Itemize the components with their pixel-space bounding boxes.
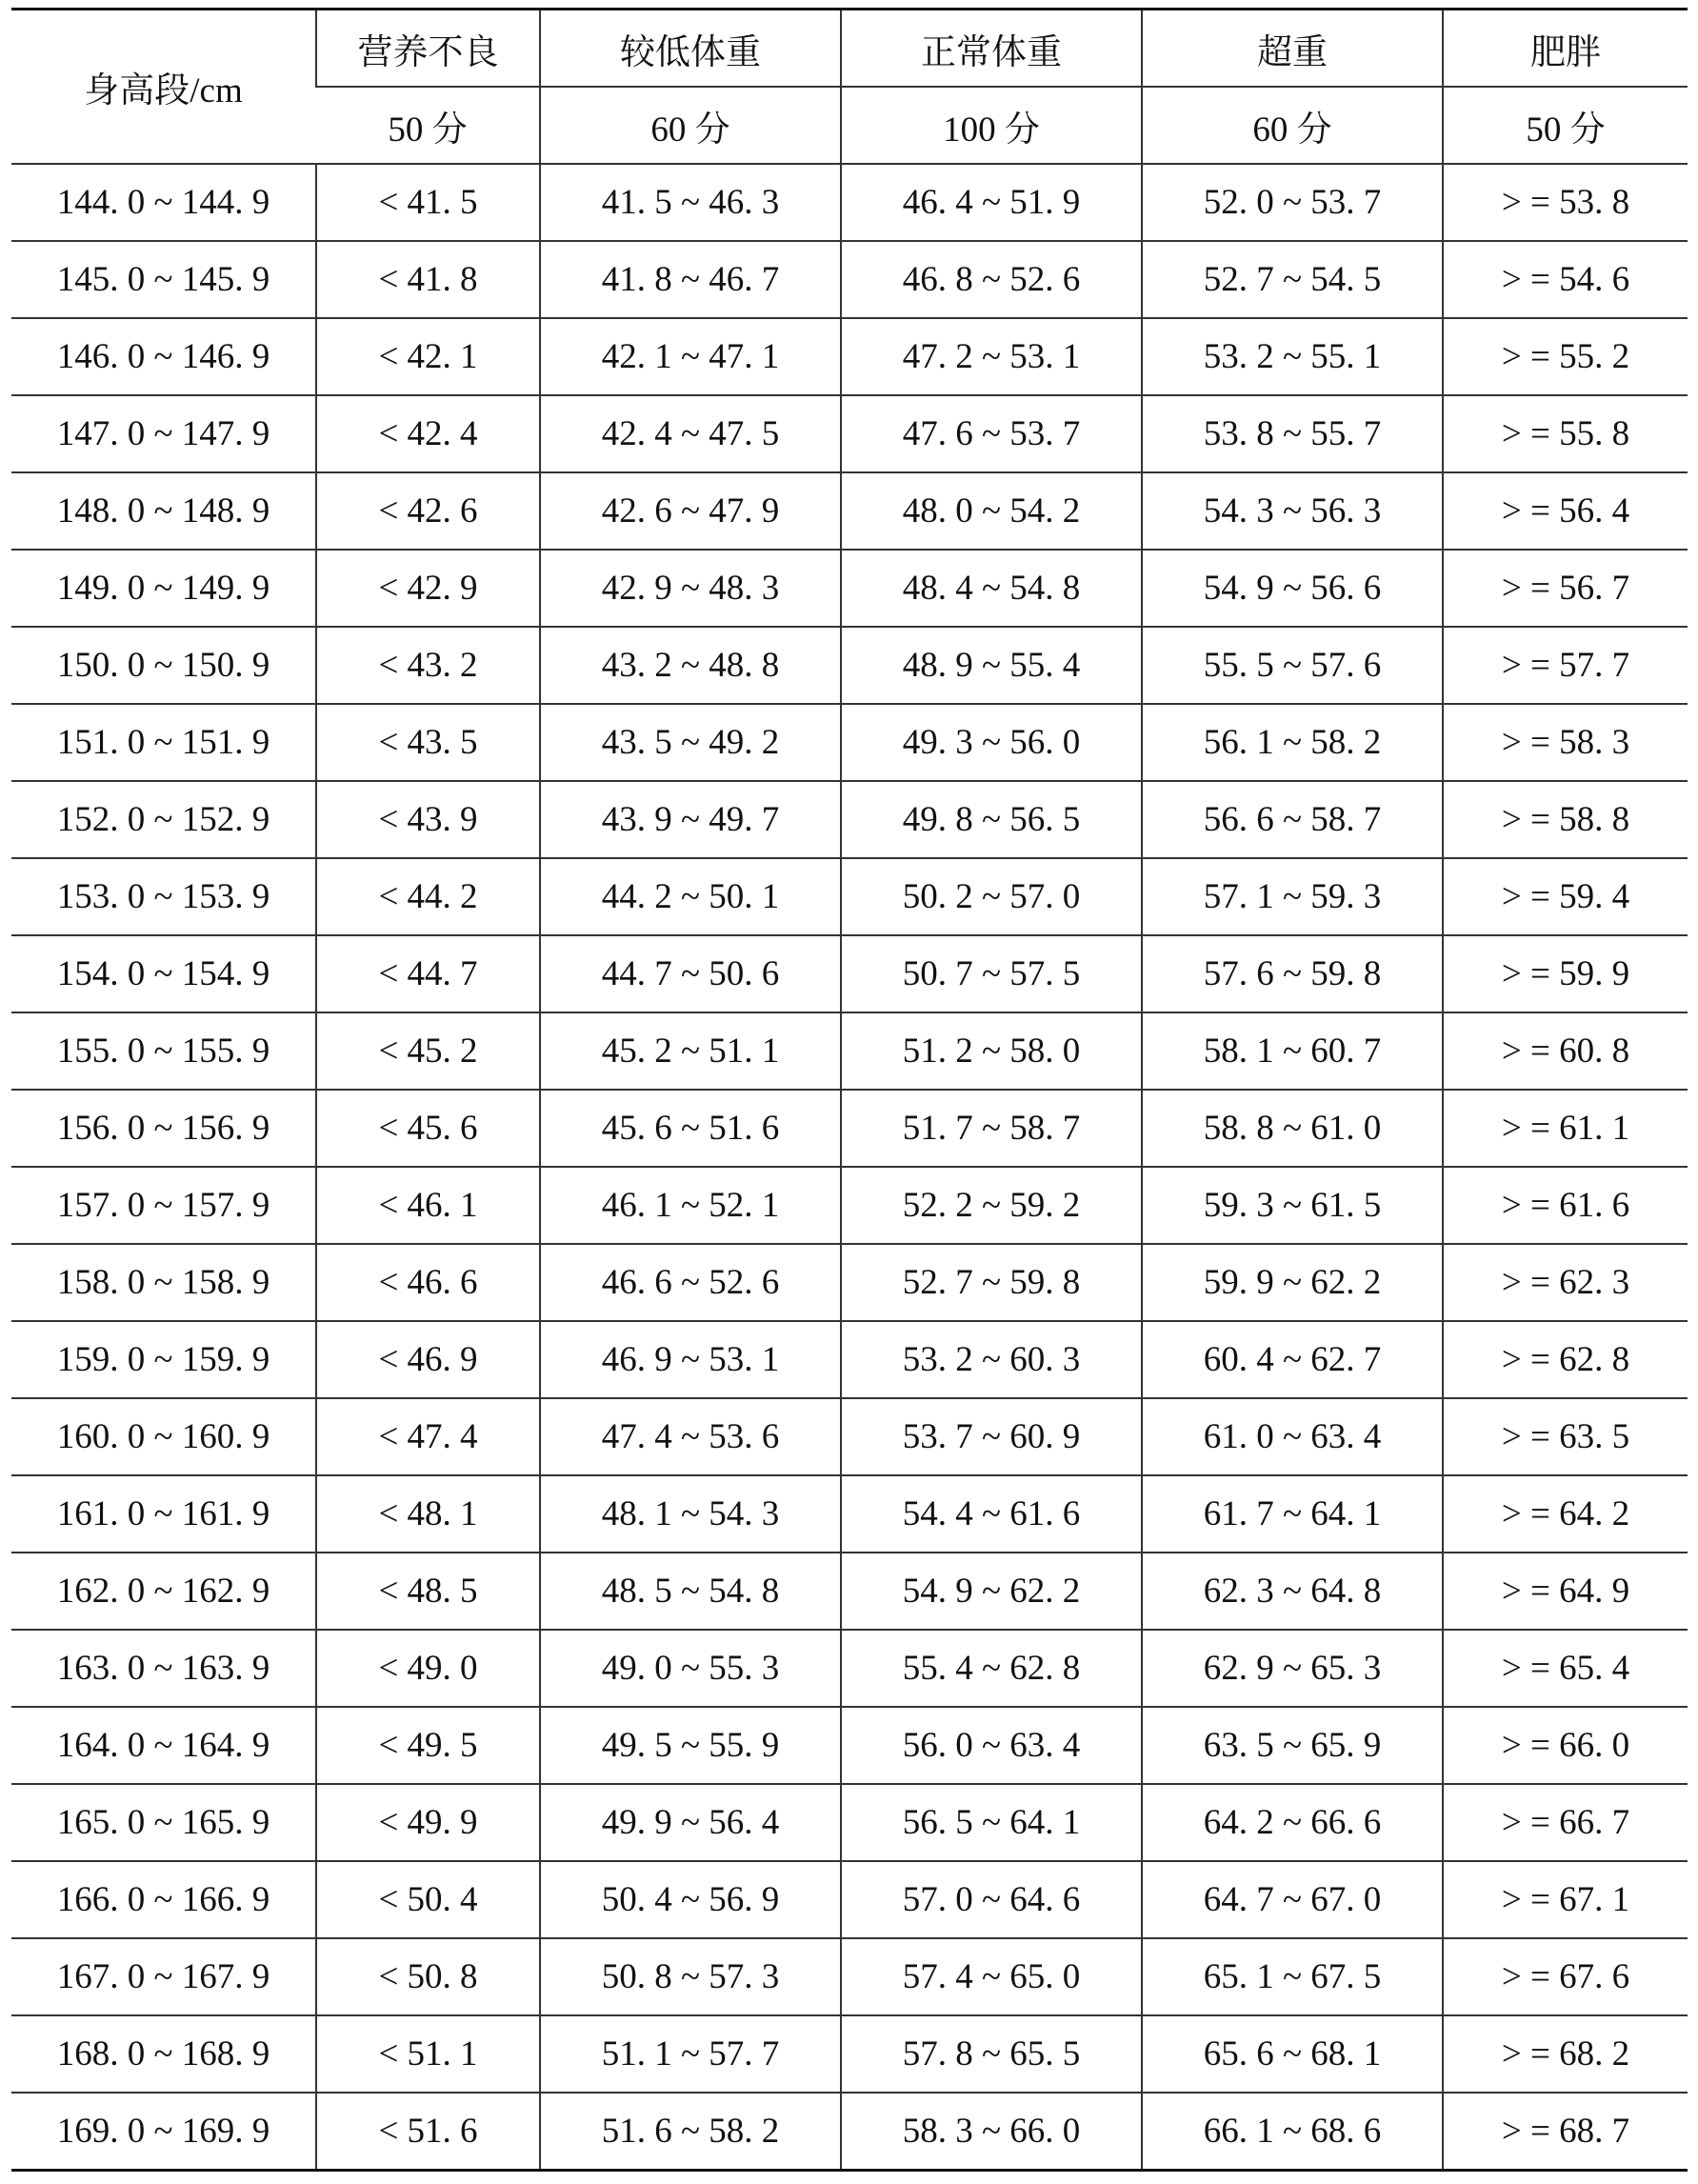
score-obese: 50 分 xyxy=(1443,87,1688,164)
low-weight-cell: 49. 0 ~ 55. 3 xyxy=(540,1630,841,1707)
height-range-cell: 151. 0 ~ 151. 9 xyxy=(11,704,316,781)
obese-cell: > = 67. 1 xyxy=(1443,1861,1688,1938)
malnutrition-cell: < 46. 6 xyxy=(316,1244,540,1321)
obese-cell: > = 59. 9 xyxy=(1443,935,1688,1012)
overweight-cell: 57. 1 ~ 59. 3 xyxy=(1142,858,1443,935)
normal-weight-cell: 52. 7 ~ 59. 8 xyxy=(841,1244,1142,1321)
table-row xyxy=(11,704,1688,781)
obese-cell: > = 54. 6 xyxy=(1443,241,1688,318)
malnutrition-cell: < 45. 6 xyxy=(316,1090,540,1167)
low-weight-cell: 49. 9 ~ 56. 4 xyxy=(540,1784,841,1861)
overweight-cell: 64. 7 ~ 67. 0 xyxy=(1142,1861,1443,1938)
normal-weight-cell: 47. 2 ~ 53. 1 xyxy=(841,318,1142,395)
low-weight-cell: 44. 2 ~ 50. 1 xyxy=(540,858,841,935)
obese-cell: > = 65. 4 xyxy=(1443,1630,1688,1707)
obese-cell: > = 55. 2 xyxy=(1443,318,1688,395)
normal-weight-cell: 51. 2 ~ 58. 0 xyxy=(841,1012,1142,1090)
table-row xyxy=(11,1244,1688,1321)
table-row xyxy=(11,2093,1688,2171)
obese-cell: > = 61. 1 xyxy=(1443,1090,1688,1167)
height-range-cell: 156. 0 ~ 156. 9 xyxy=(11,1090,316,1167)
table-row xyxy=(11,164,1688,241)
height-range-cell: 158. 0 ~ 158. 9 xyxy=(11,1244,316,1321)
table-body xyxy=(11,164,1688,2171)
malnutrition-cell: < 43. 2 xyxy=(316,627,540,704)
table-row xyxy=(11,1475,1688,1553)
obese-cell: > = 68. 7 xyxy=(1443,2093,1688,2171)
overweight-cell: 66. 1 ~ 68. 6 xyxy=(1142,2093,1443,2171)
height-range-cell: 159. 0 ~ 159. 9 xyxy=(11,1321,316,1398)
score-malnutrition: 50 分 xyxy=(316,87,540,164)
table-row xyxy=(11,241,1688,318)
normal-weight-cell: 48. 9 ~ 55. 4 xyxy=(841,627,1142,704)
normal-weight-cell: 49. 8 ~ 56. 5 xyxy=(841,781,1142,858)
height-range-cell: 155. 0 ~ 155. 9 xyxy=(11,1012,316,1090)
normal-weight-cell: 46. 8 ~ 52. 6 xyxy=(841,241,1142,318)
height-range-cell: 169. 0 ~ 169. 9 xyxy=(11,2093,316,2171)
low-weight-cell: 43. 5 ~ 49. 2 xyxy=(540,704,841,781)
header-overweight: 超重 xyxy=(1142,10,1443,88)
normal-weight-cell: 49. 3 ~ 56. 0 xyxy=(841,704,1142,781)
malnutrition-cell: < 49. 0 xyxy=(316,1630,540,1707)
height-range-cell: 147. 0 ~ 147. 9 xyxy=(11,395,316,472)
overweight-cell: 54. 3 ~ 56. 3 xyxy=(1142,472,1443,550)
low-weight-cell: 46. 1 ~ 52. 1 xyxy=(540,1167,841,1244)
height-range-cell: 152. 0 ~ 152. 9 xyxy=(11,781,316,858)
table-row xyxy=(11,550,1688,627)
malnutrition-cell: < 46. 1 xyxy=(316,1167,540,1244)
normal-weight-cell: 50. 7 ~ 57. 5 xyxy=(841,935,1142,1012)
malnutrition-cell: < 49. 9 xyxy=(316,1784,540,1861)
table-row xyxy=(11,1553,1688,1630)
height-range-cell: 153. 0 ~ 153. 9 xyxy=(11,858,316,935)
obese-cell: > = 62. 3 xyxy=(1443,1244,1688,1321)
normal-weight-cell: 50. 2 ~ 57. 0 xyxy=(841,858,1142,935)
obese-cell: > = 57. 7 xyxy=(1443,627,1688,704)
malnutrition-cell: < 44. 2 xyxy=(316,858,540,935)
obese-cell: > = 66. 7 xyxy=(1443,1784,1688,1861)
table-row xyxy=(11,1090,1688,1167)
height-range-cell: 148. 0 ~ 148. 9 xyxy=(11,472,316,550)
header-row-categories xyxy=(11,10,1688,88)
table-row xyxy=(11,1012,1688,1090)
normal-weight-cell: 56. 0 ~ 63. 4 xyxy=(841,1707,1142,1784)
height-range-cell: 162. 0 ~ 162. 9 xyxy=(11,1553,316,1630)
malnutrition-cell: < 41. 8 xyxy=(316,241,540,318)
height-range-cell: 161. 0 ~ 161. 9 xyxy=(11,1475,316,1553)
malnutrition-cell: < 41. 5 xyxy=(316,164,540,241)
overweight-cell: 55. 5 ~ 57. 6 xyxy=(1142,627,1443,704)
low-weight-cell: 44. 7 ~ 50. 6 xyxy=(540,935,841,1012)
low-weight-cell: 45. 2 ~ 51. 1 xyxy=(540,1012,841,1090)
score-overweight: 60 分 xyxy=(1142,87,1443,164)
obese-cell: > = 56. 4 xyxy=(1443,472,1688,550)
table-row xyxy=(11,1398,1688,1475)
normal-weight-cell: 51. 7 ~ 58. 7 xyxy=(841,1090,1142,1167)
low-weight-cell: 43. 9 ~ 49. 7 xyxy=(540,781,841,858)
table-row xyxy=(11,395,1688,472)
obese-cell: > = 59. 4 xyxy=(1443,858,1688,935)
normal-weight-cell: 58. 3 ~ 66. 0 xyxy=(841,2093,1142,2171)
obese-cell: > = 64. 9 xyxy=(1443,1553,1688,1630)
obese-cell: > = 56. 7 xyxy=(1443,550,1688,627)
overweight-cell: 53. 8 ~ 55. 7 xyxy=(1142,395,1443,472)
normal-weight-cell: 57. 0 ~ 64. 6 xyxy=(841,1861,1142,1938)
height-range-cell: 168. 0 ~ 168. 9 xyxy=(11,2015,316,2093)
low-weight-cell: 41. 8 ~ 46. 7 xyxy=(540,241,841,318)
overweight-cell: 53. 2 ~ 55. 1 xyxy=(1142,318,1443,395)
height-weight-score-table xyxy=(11,8,1688,2172)
height-range-cell: 166. 0 ~ 166. 9 xyxy=(11,1861,316,1938)
obese-cell: > = 55. 8 xyxy=(1443,395,1688,472)
low-weight-cell: 51. 6 ~ 58. 2 xyxy=(540,2093,841,2171)
obese-cell: > = 63. 5 xyxy=(1443,1398,1688,1475)
height-range-cell: 164. 0 ~ 164. 9 xyxy=(11,1707,316,1784)
low-weight-cell: 50. 8 ~ 57. 3 xyxy=(540,1938,841,2015)
low-weight-cell: 43. 2 ~ 48. 8 xyxy=(540,627,841,704)
malnutrition-cell: < 42. 6 xyxy=(316,472,540,550)
normal-weight-cell: 52. 2 ~ 59. 2 xyxy=(841,1167,1142,1244)
normal-weight-cell: 54. 4 ~ 61. 6 xyxy=(841,1475,1142,1553)
malnutrition-cell: < 50. 8 xyxy=(316,1938,540,2015)
malnutrition-cell: < 42. 9 xyxy=(316,550,540,627)
table-row xyxy=(11,1321,1688,1398)
score-low-weight: 60 分 xyxy=(540,87,841,164)
header-low-weight: 较低体重 xyxy=(540,10,841,88)
normal-weight-cell: 48. 0 ~ 54. 2 xyxy=(841,472,1142,550)
obese-cell: > = 58. 3 xyxy=(1443,704,1688,781)
low-weight-cell: 47. 4 ~ 53. 6 xyxy=(540,1398,841,1475)
score-normal-weight: 100 分 xyxy=(841,87,1142,164)
header-obese: 肥胖 xyxy=(1443,10,1688,88)
normal-weight-cell: 55. 4 ~ 62. 8 xyxy=(841,1630,1142,1707)
overweight-cell: 52. 0 ~ 53. 7 xyxy=(1142,164,1443,241)
height-range-cell: 150. 0 ~ 150. 9 xyxy=(11,627,316,704)
malnutrition-cell: < 42. 1 xyxy=(316,318,540,395)
obese-cell: > = 53. 8 xyxy=(1443,164,1688,241)
low-weight-cell: 50. 4 ~ 56. 9 xyxy=(540,1861,841,1938)
overweight-cell: 62. 3 ~ 64. 8 xyxy=(1142,1553,1443,1630)
normal-weight-cell: 53. 2 ~ 60. 3 xyxy=(841,1321,1142,1398)
weight-standard-table-sheet xyxy=(11,8,1688,2172)
normal-weight-cell: 54. 9 ~ 62. 2 xyxy=(841,1553,1142,1630)
overweight-cell: 64. 2 ~ 66. 6 xyxy=(1142,1784,1443,1861)
malnutrition-cell: < 43. 5 xyxy=(316,704,540,781)
overweight-cell: 58. 1 ~ 60. 7 xyxy=(1142,1012,1443,1090)
low-weight-cell: 48. 5 ~ 54. 8 xyxy=(540,1553,841,1630)
malnutrition-cell: < 51. 6 xyxy=(316,2093,540,2171)
overweight-cell: 56. 1 ~ 58. 2 xyxy=(1142,704,1443,781)
malnutrition-cell: < 48. 5 xyxy=(316,1553,540,1630)
low-weight-cell: 51. 1 ~ 57. 7 xyxy=(540,2015,841,2093)
overweight-cell: 59. 9 ~ 62. 2 xyxy=(1142,1244,1443,1321)
low-weight-cell: 46. 6 ~ 52. 6 xyxy=(540,1244,841,1321)
height-range-cell: 149. 0 ~ 149. 9 xyxy=(11,550,316,627)
table-row xyxy=(11,472,1688,550)
table-row xyxy=(11,1938,1688,2015)
malnutrition-cell: < 42. 4 xyxy=(316,395,540,472)
table-row xyxy=(11,1861,1688,1938)
table-row xyxy=(11,1707,1688,1784)
malnutrition-cell: < 43. 9 xyxy=(316,781,540,858)
height-range-cell: 160. 0 ~ 160. 9 xyxy=(11,1398,316,1475)
overweight-cell: 62. 9 ~ 65. 3 xyxy=(1142,1630,1443,1707)
low-weight-cell: 42. 9 ~ 48. 3 xyxy=(540,550,841,627)
table-row xyxy=(11,1167,1688,1244)
table-row xyxy=(11,318,1688,395)
height-range-cell: 163. 0 ~ 163. 9 xyxy=(11,1630,316,1707)
low-weight-cell: 42. 1 ~ 47. 1 xyxy=(540,318,841,395)
normal-weight-cell: 46. 4 ~ 51. 9 xyxy=(841,164,1142,241)
overweight-cell: 56. 6 ~ 58. 7 xyxy=(1142,781,1443,858)
low-weight-cell: 42. 4 ~ 47. 5 xyxy=(540,395,841,472)
table-header xyxy=(11,10,1688,165)
malnutrition-cell: < 47. 4 xyxy=(316,1398,540,1475)
normal-weight-cell: 47. 6 ~ 53. 7 xyxy=(841,395,1142,472)
low-weight-cell: 49. 5 ~ 55. 9 xyxy=(540,1707,841,1784)
obese-cell: > = 67. 6 xyxy=(1443,1938,1688,2015)
low-weight-cell: 42. 6 ~ 47. 9 xyxy=(540,472,841,550)
table-row xyxy=(11,781,1688,858)
height-range-cell: 165. 0 ~ 165. 9 xyxy=(11,1784,316,1861)
table-row xyxy=(11,858,1688,935)
normal-weight-cell: 57. 8 ~ 65. 5 xyxy=(841,2015,1142,2093)
table-row xyxy=(11,1630,1688,1707)
obese-cell: > = 66. 0 xyxy=(1443,1707,1688,1784)
low-weight-cell: 41. 5 ~ 46. 3 xyxy=(540,164,841,241)
header-malnutrition: 营养不良 xyxy=(316,10,540,88)
height-range-cell: 146. 0 ~ 146. 9 xyxy=(11,318,316,395)
malnutrition-cell: < 46. 9 xyxy=(316,1321,540,1398)
header-normal-weight: 正常体重 xyxy=(841,10,1142,88)
height-range-cell: 167. 0 ~ 167. 9 xyxy=(11,1938,316,2015)
height-range-cell: 157. 0 ~ 157. 9 xyxy=(11,1167,316,1244)
table-row xyxy=(11,1784,1688,1861)
height-range-cell: 144. 0 ~ 144. 9 xyxy=(11,164,316,241)
height-range-cell: 154. 0 ~ 154. 9 xyxy=(11,935,316,1012)
height-range-cell: 145. 0 ~ 145. 9 xyxy=(11,241,316,318)
obese-cell: > = 62. 8 xyxy=(1443,1321,1688,1398)
normal-weight-cell: 56. 5 ~ 64. 1 xyxy=(841,1784,1142,1861)
overweight-cell: 57. 6 ~ 59. 8 xyxy=(1142,935,1443,1012)
table-row xyxy=(11,2015,1688,2093)
table-row xyxy=(11,935,1688,1012)
normal-weight-cell: 53. 7 ~ 60. 9 xyxy=(841,1398,1142,1475)
malnutrition-cell: < 45. 2 xyxy=(316,1012,540,1090)
overweight-cell: 60. 4 ~ 62. 7 xyxy=(1142,1321,1443,1398)
malnutrition-cell: < 44. 7 xyxy=(316,935,540,1012)
height-range-header: 身高段/cm xyxy=(11,10,316,165)
obese-cell: > = 61. 6 xyxy=(1443,1167,1688,1244)
overweight-cell: 61. 0 ~ 63. 4 xyxy=(1142,1398,1443,1475)
malnutrition-cell: < 51. 1 xyxy=(316,2015,540,2093)
obese-cell: > = 64. 2 xyxy=(1443,1475,1688,1553)
overweight-cell: 65. 6 ~ 68. 1 xyxy=(1142,2015,1443,2093)
table-row xyxy=(11,627,1688,704)
overweight-cell: 54. 9 ~ 56. 6 xyxy=(1142,550,1443,627)
low-weight-cell: 45. 6 ~ 51. 6 xyxy=(540,1090,841,1167)
normal-weight-cell: 57. 4 ~ 65. 0 xyxy=(841,1938,1142,2015)
malnutrition-cell: < 48. 1 xyxy=(316,1475,540,1553)
normal-weight-cell: 48. 4 ~ 54. 8 xyxy=(841,550,1142,627)
low-weight-cell: 46. 9 ~ 53. 1 xyxy=(540,1321,841,1398)
malnutrition-cell: < 50. 4 xyxy=(316,1861,540,1938)
low-weight-cell: 48. 1 ~ 54. 3 xyxy=(540,1475,841,1553)
overweight-cell: 61. 7 ~ 64. 1 xyxy=(1142,1475,1443,1553)
malnutrition-cell: < 49. 5 xyxy=(316,1707,540,1784)
overweight-cell: 65. 1 ~ 67. 5 xyxy=(1142,1938,1443,2015)
obese-cell: > = 60. 8 xyxy=(1443,1012,1688,1090)
overweight-cell: 63. 5 ~ 65. 9 xyxy=(1142,1707,1443,1784)
overweight-cell: 58. 8 ~ 61. 0 xyxy=(1142,1090,1443,1167)
obese-cell: > = 58. 8 xyxy=(1443,781,1688,858)
overweight-cell: 59. 3 ~ 61. 5 xyxy=(1142,1167,1443,1244)
obese-cell: > = 68. 2 xyxy=(1443,2015,1688,2093)
overweight-cell: 52. 7 ~ 54. 5 xyxy=(1142,241,1443,318)
